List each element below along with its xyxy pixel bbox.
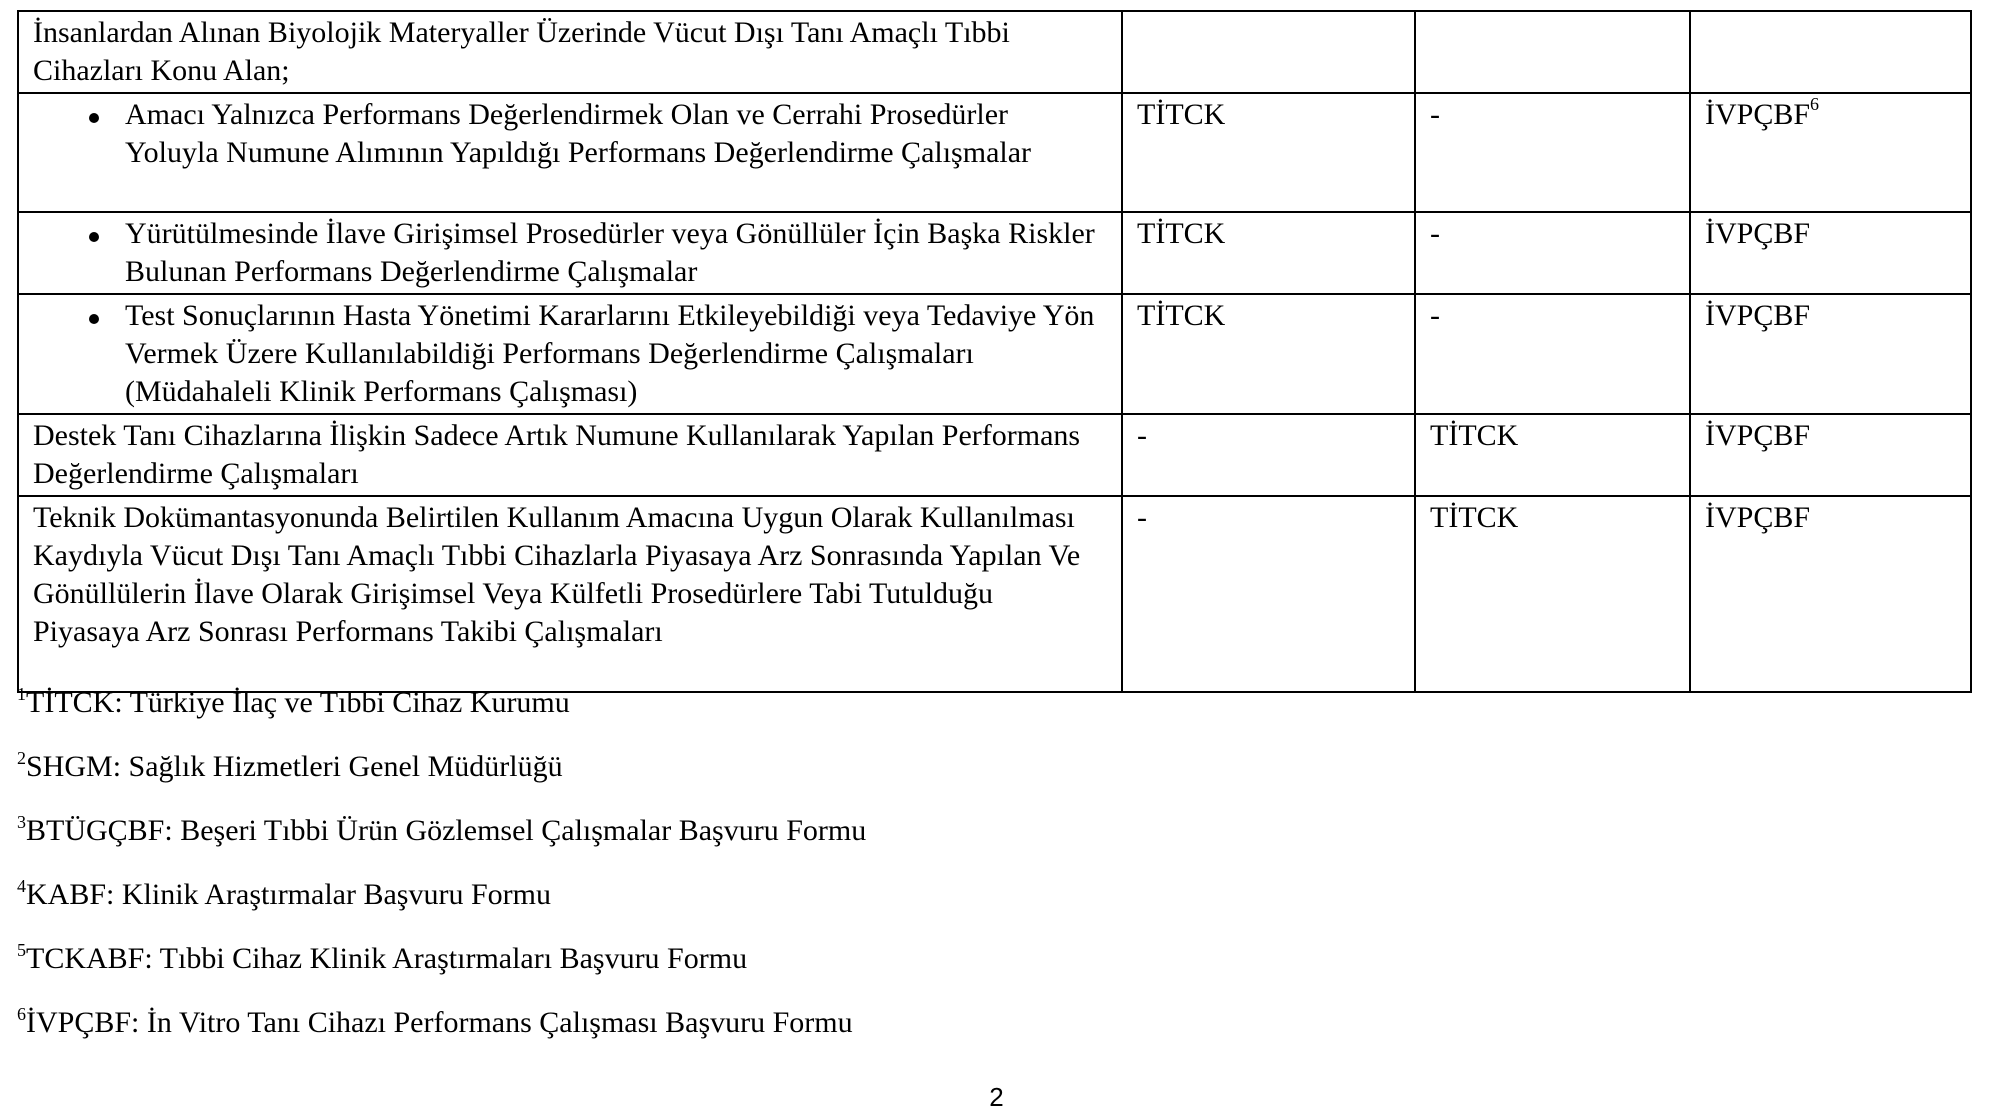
application-authority-cell: - xyxy=(1122,414,1415,496)
table-row xyxy=(18,414,1971,496)
table-row xyxy=(18,294,1971,414)
bullet-item: Amacı Yalnızca Performans Değerlendirmek Olan ve Cerrahi Prosedürler Yoluyla Numune Alımının Yapıldığı Performans Değerlendirme Çalışmalar xyxy=(33,96,1107,172)
notification-authority-cell: - xyxy=(1415,212,1690,294)
study-type-cell xyxy=(18,93,1122,212)
notification-authority-cell: TİTCK xyxy=(1415,414,1690,496)
application-routing-table xyxy=(17,10,1972,693)
form-cell: İVPÇBF xyxy=(1690,294,1971,414)
table-row xyxy=(18,11,1971,93)
footnote: $^2$SHGM: Sağlık Hizmetleri Genel Müdürlüğü xyxy=(17,748,563,783)
form-cell xyxy=(1690,11,1971,93)
footnote: $^3$BTÜGÇBF: Beşeri Tıbbi Ürün Gözlemsel Çalışmalar Başvuru Formu xyxy=(17,812,867,847)
form-cell: İVPÇBF xyxy=(1690,414,1971,496)
study-type-cell xyxy=(18,212,1122,294)
footnote: $^6$İVPÇBF: İn Vitro Tanı Cihazı Performans Çalışması Başvuru Formu xyxy=(17,1004,853,1039)
form-cell: İVPÇBF$^6$ xyxy=(1690,93,1971,212)
footnote: $^5$TCKABF: Tıbbi Cihaz Klinik Araştırmaları Başvuru Formu xyxy=(17,940,748,975)
application-authority-cell: - xyxy=(1122,496,1415,692)
notification-authority-cell: TİTCK xyxy=(1415,496,1690,692)
study-type-cell: İnsanlardan Alınan Biyolojik Materyaller Üzerinde Vücut Dışı Tanı Amaçlı Tıbbi Cihazları Konu Alan; xyxy=(18,11,1122,93)
notification-authority-cell xyxy=(1415,11,1690,93)
footnote: $^1$TİTCK: Türkiye İlaç ve Tıbbi Cihaz Kurumu xyxy=(17,684,570,719)
notification-authority-cell: - xyxy=(1415,93,1690,212)
page-number: 2 xyxy=(989,1082,1004,1112)
application-authority-cell xyxy=(1122,11,1415,93)
footnote: $^4$KABF: Klinik Araştırmalar Başvuru Formu xyxy=(17,876,551,911)
study-type-cell: Teknik Dokümantasyonunda Belirtilen Kullanım Amacına Uygun Olarak Kullanılması Kaydıyla Vücut Dışı Tanı Amaçlı Tıbbi Cihazlarla Piyasaya Arz Sonrasında Yapılan Ve Gönüllülerin İlave Olarak Girişimsel Veya Külfetli Prosedürlere Tabi Tutulduğu Piyasaya Arz Sonrası Performans Takibi Çalışmaları xyxy=(18,496,1122,692)
table-row xyxy=(18,212,1971,294)
bullet-item: Yürütülmesinde İlave Girişimsel Prosedürler veya Gönüllüler İçin Başka Riskler Bulunan Performans Değerlendirme Çalışmalar xyxy=(33,215,1107,291)
form-cell: İVPÇBF xyxy=(1690,496,1971,692)
study-type-cell: Destek Tanı Cihazlarına İlişkin Sadece Artık Numune Kullanılarak Yapılan Performans Değerlendirme Çalışmaları xyxy=(18,414,1122,496)
application-authority-cell: TİTCK xyxy=(1122,294,1415,414)
bullet-item: Test Sonuçlarının Hasta Yönetimi Kararlarını Etkileyebildiği veya Tedaviye Yön Vermek Üzere Kullanılabildiği Performans Değerlendirme Çalışmaları (Müdahaleli Klinik Performans Çalışması) xyxy=(33,297,1107,411)
form-cell: İVPÇBF xyxy=(1690,212,1971,294)
application-authority-cell: TİTCK xyxy=(1122,212,1415,294)
table-row xyxy=(18,496,1971,692)
study-type-cell xyxy=(18,294,1122,414)
table-row xyxy=(18,93,1971,212)
application-authority-cell: TİTCK xyxy=(1122,93,1415,212)
notification-authority-cell: - xyxy=(1415,294,1690,414)
